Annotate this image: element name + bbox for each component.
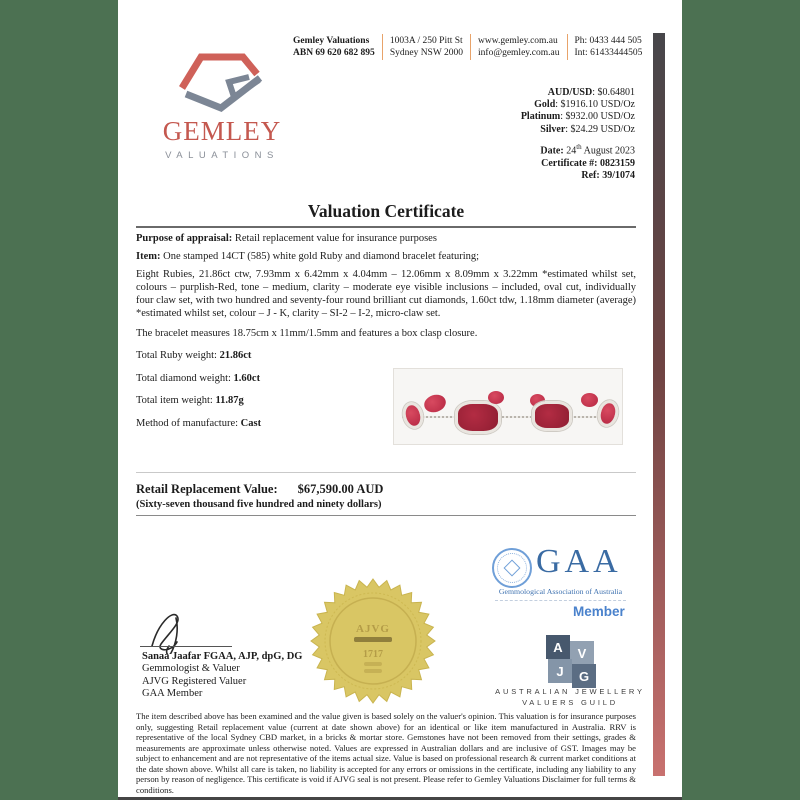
rate-value: : $932.00 USD/Oz (560, 111, 635, 123)
rate-row (521, 111, 635, 123)
company-abn: ABN 69 620 682 895 (293, 48, 375, 58)
ruby-stone (488, 391, 504, 404)
company-name: Gemley Valuations (293, 36, 370, 46)
web-block (471, 34, 566, 60)
seal-text-ajvg: AJVG (356, 623, 390, 635)
total-ruby-weight (136, 350, 636, 361)
ajvg-square-a: A (546, 635, 570, 659)
company-block (286, 34, 382, 60)
total-label: Total item weight: (136, 395, 216, 407)
address-line2: Sydney NSW 2000 (389, 48, 464, 58)
market-rates (521, 87, 635, 136)
rate-label: Platinum (520, 111, 561, 123)
total-value: 1.60ct (233, 372, 261, 384)
email-link: info@gemley.com.au (478, 48, 560, 58)
value-block (136, 472, 636, 516)
seal-text-number: 1717 (363, 649, 383, 660)
measurements-line: The bracelet measures 18.75cm x 11mm/1.5mm and features a box clasp closure. (136, 328, 478, 339)
total-value: Cast (240, 417, 262, 429)
rate-label: Silver (540, 123, 566, 135)
phone-number: Ph: 0433 444 505 (574, 36, 642, 46)
rate-row (521, 87, 635, 99)
rate-row (521, 99, 635, 111)
header-contact-strip (286, 34, 649, 60)
bracelet-chain (402, 416, 616, 418)
ajvg-guild-line1: AUSTRALIAN JEWELLERY (495, 687, 645, 696)
ref-number: 39/1074 (599, 169, 635, 181)
ruby-stone (581, 393, 598, 407)
gaa-member-badge: Member (573, 604, 625, 619)
ruby-stone (532, 401, 572, 431)
gaa-association-name: Gemmological Association of Australia (498, 587, 623, 596)
value-amount: $67,590.00 AUD (297, 482, 384, 496)
total-value: 11.87g (215, 395, 244, 407)
purpose-label: Purpose of appraisal: (136, 233, 233, 244)
value-label: Retail Replacement Value: (136, 482, 278, 496)
rate-label: AUD/USD (547, 87, 593, 98)
item-description: Eight Rubies, 21.86ct ctw, 7.93mm x 6.42mm x 4.04mm – 12.06mm x 8.09mm x 3.22mm *estimated whilst set, colours – purplish-Red, tone – medium, clarity – moderate eye visible inclusions – included, oval cut, individually four claw set, with two hundred and seventy-four round brilliant cut diamonds, 1.60ct tdw, 1.18mm diameter (average) *estimated whilst set, colour – J - K, clarity – SI-2 – I-2, micro-claw set. (136, 269, 636, 319)
total-label: Total diamond weight: (136, 372, 234, 384)
gaa-acronym: GAA (536, 543, 622, 580)
gold-seal (310, 578, 436, 704)
decorative-side-bar (653, 33, 665, 776)
ajvg-square-v: V (570, 641, 594, 665)
rate-row (521, 124, 635, 136)
value-in-words: (Sixty-seven thousand five hundred and ninety dollars) (136, 499, 382, 510)
gemley-logo (146, 50, 298, 161)
address-line1: 1003A / 250 Pitt St (389, 36, 463, 46)
total-label: Method of manufacture: (136, 417, 241, 429)
value-line (136, 482, 636, 497)
diamond-logo-icon (177, 50, 267, 112)
signer-name: Sanaa Jaafar FGAA, AJP, dpG, DG (142, 651, 303, 662)
rate-value: : $24.29 USD/Oz (565, 123, 635, 135)
certificate-label: Certificate #: (541, 157, 598, 169)
certificate-meta (540, 141, 635, 182)
address-block (383, 34, 470, 60)
bracelet-photo (393, 368, 623, 445)
rate-label: Gold (534, 99, 556, 111)
ajvg-guild-line2: VALUERS GUILD (522, 698, 618, 707)
date-suffix: th (576, 143, 582, 151)
signer-role: GAA Member (142, 687, 203, 699)
purpose-text: Retail replacement value for insurance purposes (232, 233, 437, 244)
logo-subtitle: VALUATIONS (165, 150, 279, 161)
signer-role: Gemmologist & Valuer (142, 663, 240, 675)
date-day: 24 (563, 145, 577, 157)
rate-value: : $1916.10 USD/Oz (555, 99, 635, 111)
date-label: Date: (540, 145, 564, 157)
ruby-stone (422, 392, 448, 415)
gaa-divider (495, 600, 626, 601)
item-label: Item: (136, 251, 161, 262)
date-rest: August 2023 (581, 145, 635, 157)
ref-label: Ref: (581, 169, 600, 181)
disclaimer-text: The item described above has been examined and the value given is based solely on the valuer's opinion. This valuation is for insurance purposes only, suggesting Retail replacement value (current at date shown above) for an identical or like item manufactured in Australia. RRV is representative of the local Sydney CBD market, in a bricks & mortar store. Gemstones have not been removed from their settings, grades & measurements are approximate unless otherwise noted. Values are expressed in Australian dollars and are inclusive of GST. Images may be subject to enhancement and are not representative of the items actual size. Value is based on professional research & current market conditions at the date shown above. Whilst all care is taken, no liability is accepted for any errors or omissions in the certificate, including any liability to any person by reason of negligence. This certificate is void if AJVG seal is not present. Please refer to Gemley Valuations Disclaimer for full terms & conditions. (136, 711, 636, 795)
item-text: One stamped 14CT (585) white gold Ruby and diamond bracelet featuring; (160, 251, 480, 262)
title-block (136, 201, 636, 228)
item-line (136, 251, 636, 262)
date-row (540, 141, 635, 158)
ruby-stone (595, 398, 621, 429)
page-title: Valuation Certificate (307, 201, 465, 221)
ajvg-square-j: J (548, 659, 572, 683)
ruby-stone (400, 400, 426, 431)
ajvg-square-g: G (572, 664, 596, 688)
signature-line (140, 646, 232, 647)
signer-block (142, 651, 302, 700)
logo-wordmark: GEMLEY (162, 116, 282, 146)
purpose-line (136, 233, 636, 244)
rate-value: : $0.64801 (592, 87, 635, 98)
certificate-page (118, 0, 682, 800)
total-label: Total Ruby weight: (136, 350, 220, 361)
ruby-stone (455, 401, 501, 434)
phone-intl: Int: 61433444505 (574, 48, 643, 58)
ref-row (540, 170, 635, 182)
phone-block (568, 34, 650, 60)
signer-role: AJVG Registered Valuer (142, 675, 247, 687)
certificate-number: 0823159 (597, 157, 635, 169)
total-value: 21.86ct (219, 350, 252, 361)
gaa-emblem-icon (492, 548, 532, 588)
certificate-number-row (540, 158, 635, 170)
website-link: www.gemley.com.au (478, 36, 558, 46)
